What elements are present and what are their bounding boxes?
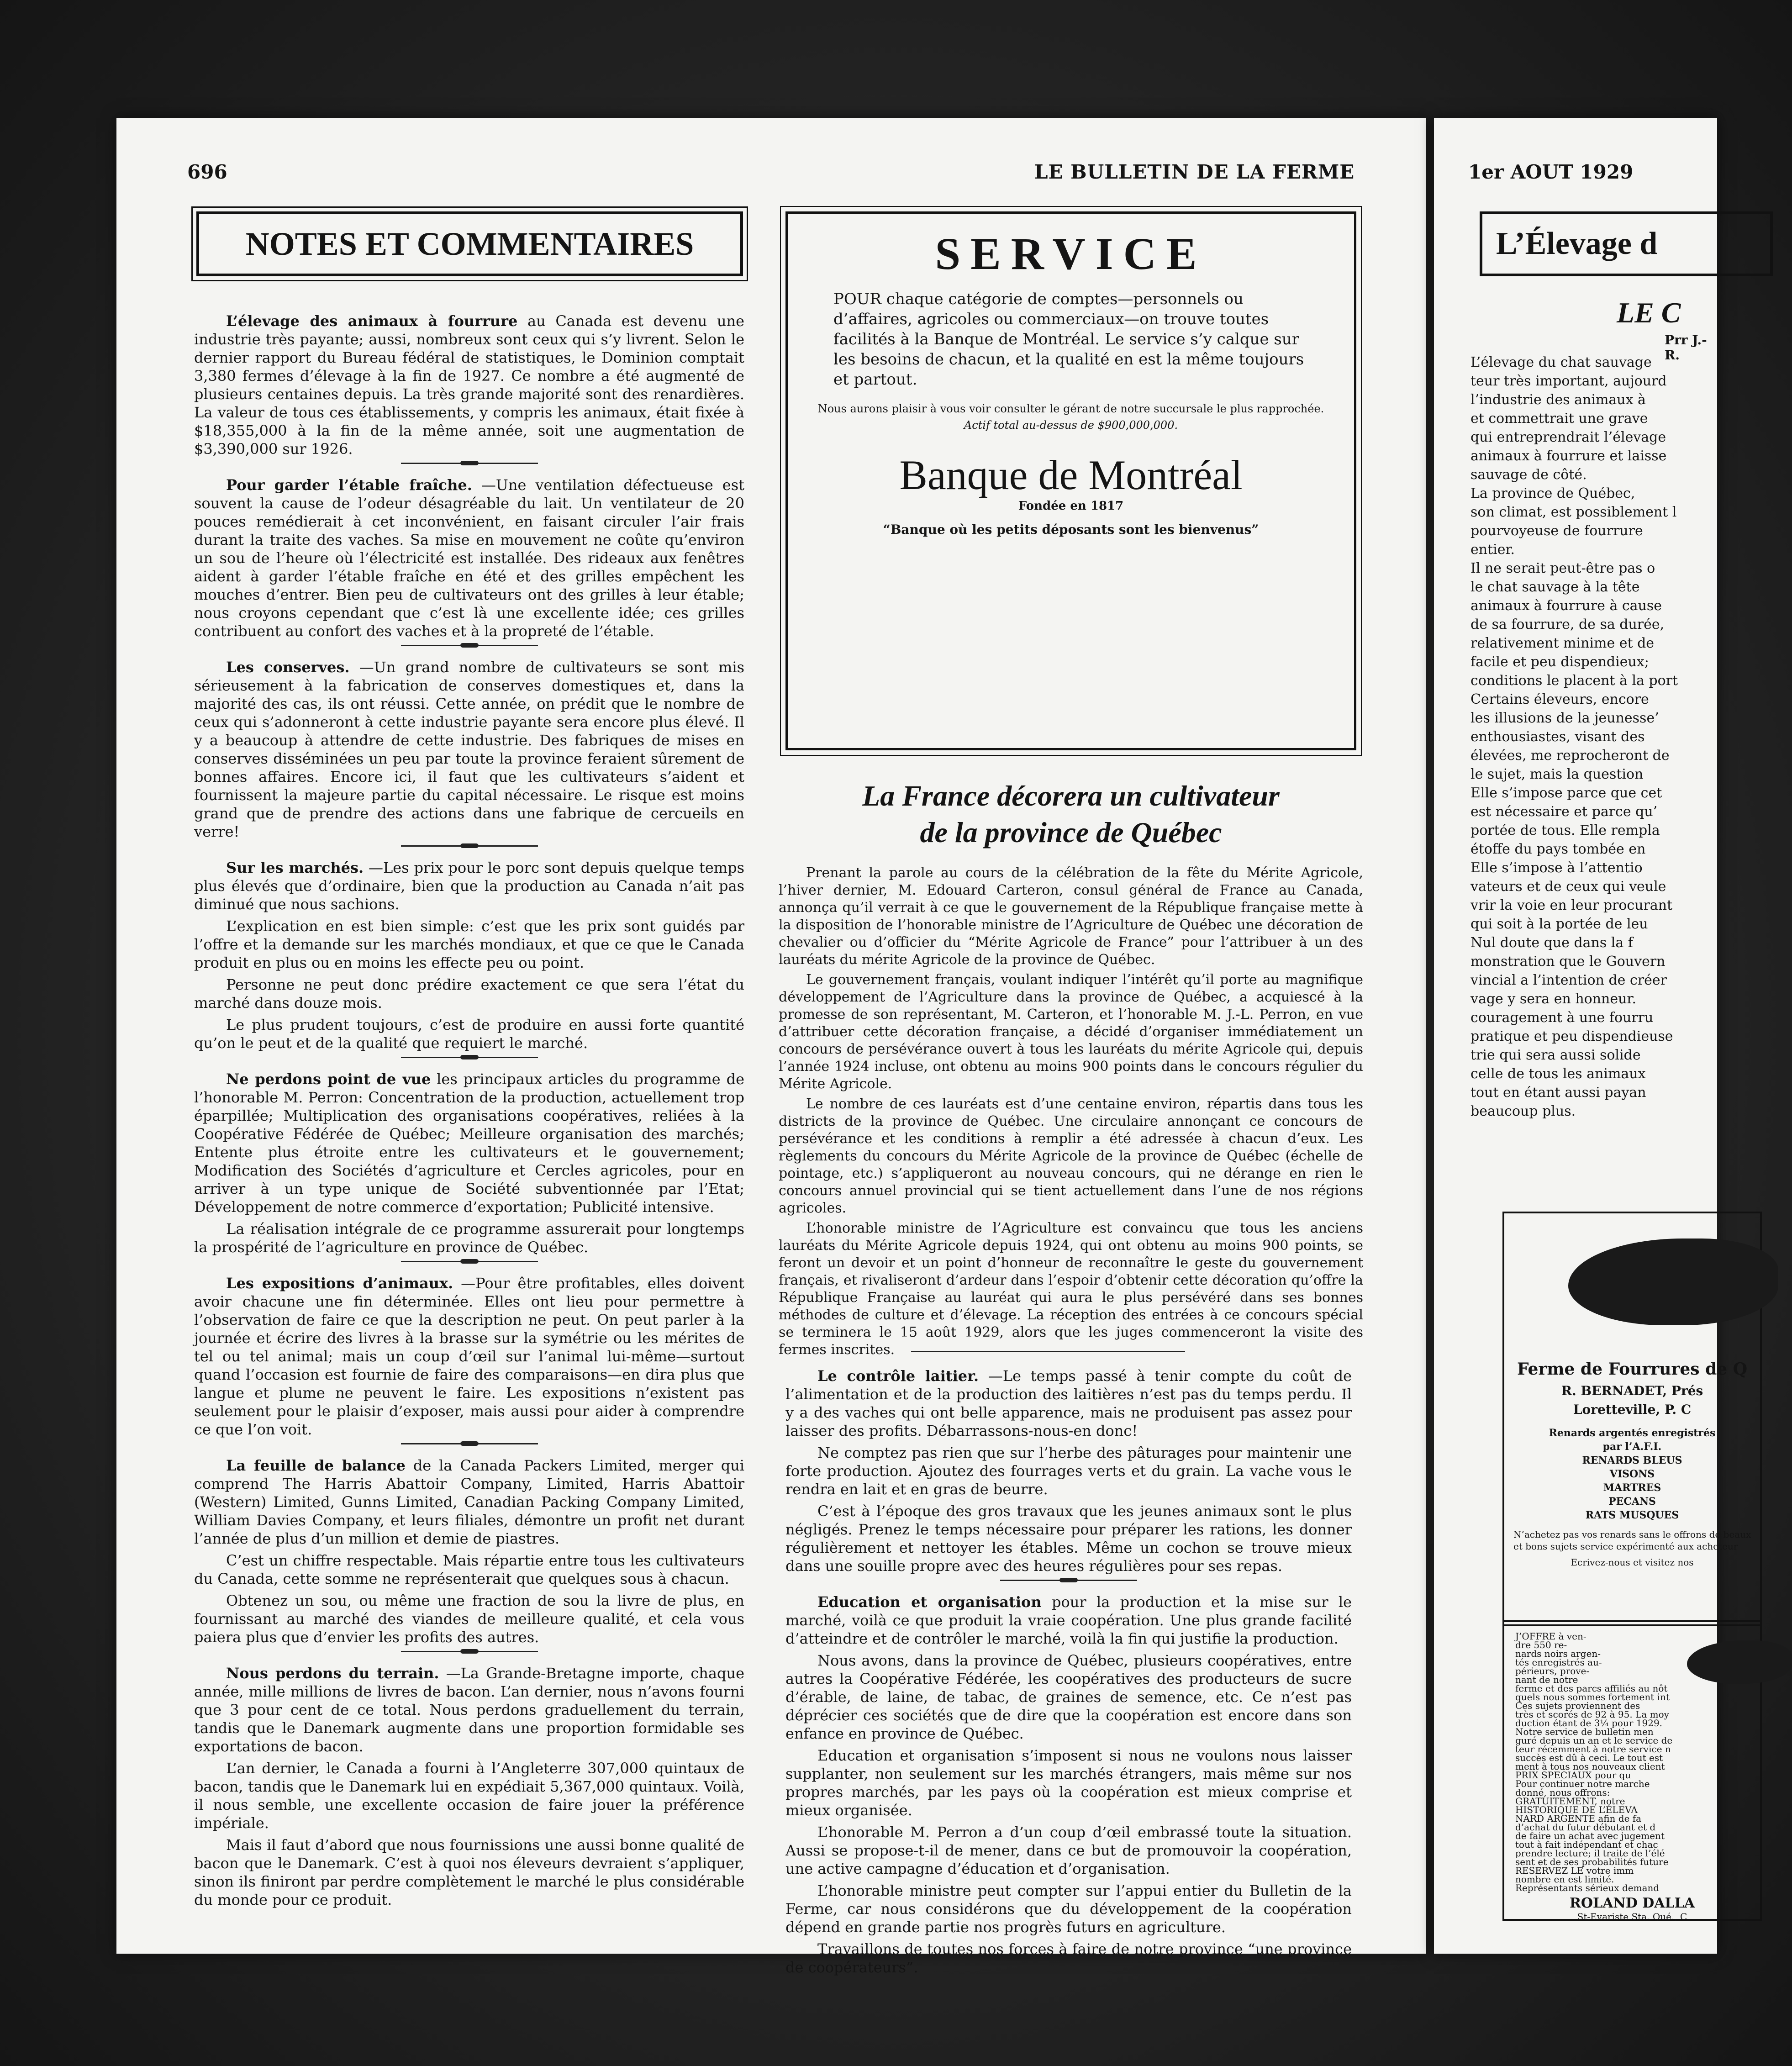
text-line: pourvoyeuse de fourrure xyxy=(1470,523,1643,539)
right-subtitle: LE C xyxy=(1617,296,1681,329)
text-line: guré depuis un an et le service de xyxy=(1515,1735,1673,1746)
paragraph-lead: Le contrôle laitier. xyxy=(817,1367,979,1385)
page-number: 696 xyxy=(187,161,227,183)
text-line: son climat, est possiblement l xyxy=(1470,504,1677,520)
ad-note: Nous aurons plaisir à vous voir consulter le gérant de notre succursale le plus rapprochée. xyxy=(817,402,1324,415)
article-paragraph xyxy=(785,1823,1352,1878)
text-line: l’industrie des animaux à xyxy=(1470,392,1646,408)
article-paragraph: Le nombre de ces lauréats est d’une centaine environ, répartis dans tous les districts de la province de Québec. Une circulaire annonçant ce concours de persévérance et les conditions à remplir a été adressée à chacun d’eux. Les règlements du concours du Mérite Agricole de la province de Québec (échelle de pointage, etc.) s’appliqueront au nouveau concours, qui ne dérange en rien le concours annuel provincial qui se tient actuellement dans l’une de nos régions agricoles. xyxy=(779,1096,1363,1216)
section-separator xyxy=(401,645,538,650)
paragraph-text: —Un grand nombre de cultivateurs se sont mis sérieusement à la fabrication de conserves domestiques et, dans la majorité des cas, ils ont réussi. Cette année, on prédit que le nombre de ceux qui s’adonneront à cette industrie payante sera encore plus élevé. Il y a beaucoup à attendre de cette industrie. Des fabriques de mises en conserves disséminées un peu par toute la province feraient sûrement de bonnes affaires. Encore ici, il faut que les cultivateurs s’aident et fournissent la majeure partie du capital nécessaire. Le risque est moins grand que de prendre des actions dans une fabrique de cercueils en verre! xyxy=(194,659,745,840)
text-line: dre 550 re- xyxy=(1515,1639,1567,1650)
ad-seller-name: ROLAND DALLA xyxy=(1569,1895,1695,1911)
bank-motto: “Banque où les petits déposants sont les bienvenus” xyxy=(883,522,1259,537)
paragraph-lead: Ne perdons point de vue xyxy=(226,1070,431,1088)
right-article-body xyxy=(1470,353,1726,1121)
text-line: élevées, me reprocheront de xyxy=(1470,748,1670,764)
newspaper-page-right xyxy=(1434,118,1751,1954)
article-paragraph: L’honorable ministre de l’Agriculture est convaincu que tous les anciens lauréats du Mérite Agricole depuis 1924, qui ont obtenu au moins 900 points, se feront un devoir et un point d’honneur de reconnaître le geste du gouvernement français, et rivaliseront d’ardeur dans l’espoir d’obtenir cette décoration qu’offre la République Française au lauréat qui aura le plus persévéré dans ses bonnes méthodes de culture et d’élevage. La réception des entrées à ce concours spécial se terminera le 15 août 1929, alors que les juges commenceront la visite des fermes inscrites. xyxy=(779,1220,1363,1358)
section-separator xyxy=(401,463,538,468)
text-line: HISTORIQUE DE L’ÉLEVA xyxy=(1515,1804,1638,1815)
text-line: qui entreprendrait l’élevage xyxy=(1470,429,1666,445)
ad-title: SERVICE xyxy=(935,228,1207,279)
paragraph-text: Nous avons, dans la province de Québec, plusieurs coopératives, entre autres la Coopérative Fédérée, les coopératives des producteurs de sucre d’érable, de laine, de tabac, de graines de semence, etc. Ce n’est pas déprécier ces sociétés que de dire que la coopération est encore dans son enfance en province de Québec. xyxy=(785,1652,1352,1742)
paragraph-text: au Canada est devenu une industrie très payante; aussi, nombreux sont ceux qui s’y livrent. Selon le dernier rapport du Bureau fédéral de statistiques, le Dominion comptait 3,380 fermes d’élevage à la fin de 1927. Ce nombre a été augmenté de plusieurs centaines depuis. La très grande majorité sont des renardières. La valeur de tous ces établissements, y compris les animaux, était fixée à $18,355,000 à la fin de la même année, soit une augmentation de $3,390,000 sur 1926. xyxy=(194,312,745,458)
text-line: est nécessaire et parce qu’ xyxy=(1470,804,1658,820)
text-line: par l’A.F.I. xyxy=(1602,1441,1662,1453)
article-body xyxy=(779,864,1363,1359)
paragraph-text: Education et organisation s’imposent si nous ne voulons nous laisser supplanter, non seulement sur les marchés étrangers, mais même sur nos propres marchés, par les pays où la coopération est mieux comprise et mieux organisée. xyxy=(785,1747,1352,1819)
article-paragraph xyxy=(785,1882,1352,1936)
fur-farm-contact: Ecrivez-nous et visitez nos xyxy=(1571,1557,1694,1568)
article-title-line-1: La France décorera un cultivateur xyxy=(862,780,1280,812)
text-line: animaux à fourrure à cause xyxy=(1470,598,1662,614)
text-line: nombre en est limité. xyxy=(1515,1874,1614,1885)
paragraph-text: Obtenez un sou, ou même une fraction de sou la livre de plus, en fournissant au marché des viandes de meilleure qualité, et cela vous paiera plus que d’envier les profits des autres. xyxy=(194,1592,744,1646)
article-paragraph xyxy=(194,1759,744,1832)
paragraph-text: L’honorable ministre peut compter sur l’appui entier du Bulletin de la Ferme, car nous considérons que du développement de la coopération dépend en grande partie nos progrès futurs en agriculture. xyxy=(785,1882,1352,1936)
divider xyxy=(911,1351,1185,1352)
right-byline: Prr J.-R. xyxy=(1665,332,1707,363)
text-line: périeurs, prove- xyxy=(1515,1665,1590,1676)
text-line: Elle s’impose à l’attentio xyxy=(1470,860,1643,876)
silver-fox-ad xyxy=(1502,1620,1762,1921)
article-paragraph xyxy=(785,1367,1352,1440)
text-line: Elle s’impose parce que cet xyxy=(1470,785,1662,801)
article-paragraph xyxy=(194,975,744,1012)
text-line: celle de tous les animaux xyxy=(1470,1066,1646,1082)
text-line: les illusions de la jeunesse’ xyxy=(1470,710,1659,726)
fur-farm-footer: N’achetez pas vos renards sans le offrons de beaux et bons sujets service expérimenté aux acheteur xyxy=(1513,1529,1751,1552)
text-line: beaucoup plus. xyxy=(1470,1103,1576,1119)
ad-assets: Actif total au-dessus de $900,000,000. xyxy=(964,419,1178,432)
text-line: d’achat du futur débutant et d xyxy=(1515,1822,1656,1833)
text-line: nant de notre xyxy=(1515,1674,1578,1685)
text-line: de faire un achat avec jugement xyxy=(1515,1830,1665,1841)
text-line: J’OFFRE à ven- xyxy=(1515,1631,1586,1642)
fur-farm-items xyxy=(1504,1426,1760,1522)
paragraph-lead: Les conserves. xyxy=(226,659,350,676)
text-line: Représentants sérieux demand xyxy=(1515,1882,1660,1893)
text-line: RENARDS BLEUS xyxy=(1582,1455,1682,1466)
fox-illustration xyxy=(1568,1239,1778,1325)
ad-body: POUR chaque catégorie de comptes—personnels ou d’affaires, agricoles ou commerciaux—on trouve toutes facilités à la Banque de Montréal. Le service s’y calque sur les besoins de chacun, et la qualité en est la même toujours et partout. xyxy=(833,290,1304,389)
text-line: vincial a l’intention de créer xyxy=(1470,972,1667,988)
text-line: facile et peu dispendieux; xyxy=(1470,654,1649,670)
paragraph-text: C’est à l’époque des gros travaux que les jeunes animaux sont le plus négligés. Prenez le temps nécessaire pour préparer les rations, les donner régulièrement et nettoyer les étables. Même un cochon se trouve mieux dans une souille propre avec des heures régulières pour ses repas. xyxy=(785,1502,1352,1575)
text-line: trie qui sera aussi solide xyxy=(1470,1047,1641,1063)
bank-name: Banque de Montréal xyxy=(899,452,1243,498)
text-line: Ces sujets proviennent des xyxy=(1515,1700,1640,1711)
fur-farm-owner: R. BERNADET, Prés xyxy=(1561,1383,1703,1398)
paragraph-lead: Les expositions d’animaux. xyxy=(226,1275,453,1292)
section-separator xyxy=(401,1261,538,1266)
text-line: ferme et des parcs affiliés au nôt xyxy=(1515,1683,1668,1694)
article-paragraph xyxy=(194,1070,744,1216)
text-line: sauvage de côté. xyxy=(1470,467,1587,483)
paragraph-text: Ne comptez pas rien que sur l’herbe des pâturages pour maintenir une forte production. Ajoutez des fourrages verts et du grain. La vache vous le rendra en lait et en gras de beurre. xyxy=(785,1444,1352,1498)
text-line: tout en étant aussi payan xyxy=(1470,1085,1646,1101)
paragraph-text: L’an dernier, le Canada a fourni à l’Angleterre 307,000 quintaux de bacon, tandis que le Danemark lui en expédiait 5,367,000 quintaux. Voilà, il nous semble, une excellente occasion de faire jouer la préférence impériale. xyxy=(194,1760,744,1832)
text-line: RESERVEZ LE votre imm xyxy=(1515,1865,1634,1876)
paragraph-text: —Pour être profitables, elles doivent avoir chacune une fin déterminée. Elles ont lieu pour permettre à l’observation de faire ce que la description ne peut. On peut parler à la journée et écrire des livres à la brasse sur la symétrie ou les mérites de tel ou tel animal; mais un coup d’œil sur l’animal lui-même—surtout quand l’occasion est fournie de faire des comparaisons—en dira plus que langue et plume ne peuvent le faire. Les expositions n’existent pas seulement pour le plaisir d’exposer, mais aussi pour aider à comprendre ce que l’on voit. xyxy=(194,1275,745,1438)
text-line: donné, nous offrons: xyxy=(1515,1787,1610,1798)
fur-farm-title: Ferme de Fourrures de Q xyxy=(1517,1360,1748,1379)
text-line: étoffe du pays tombée en xyxy=(1470,841,1646,857)
text-line: teur récemment à notre service n xyxy=(1515,1744,1671,1755)
text-line: qui soit à la portée de leu xyxy=(1470,916,1648,932)
article-paragraph xyxy=(785,1651,1352,1743)
text-line: GRATUITEMENT, notre xyxy=(1515,1796,1625,1807)
text-line: le chat sauvage à la tête xyxy=(1470,579,1640,595)
text-line: Renards argentés enregistrés xyxy=(1549,1427,1716,1439)
paragraph-text: —Une ventilation défectueuse est souvent la cause de l’odeur désagréable du lait. Un ventilateur de 20 pouces remédierait à cet inconvénient, en faisant circuler l’air frais durant la traite des vaches. Sa mise en mouvement ne coûte qu’environ un sou de l’heure où l’électricité est installée. Des rideaux aux fenêtres aident à garder l’étable fraîche en été et des grilles empêchent les mouches d’entrer. Bien peu de cultivateurs ont des grilles à leur étable; nous croyons cependant que c’est là une excellente idée; ces grilles contribuent au confort des vaches et à la propreté de l’étable. xyxy=(194,476,745,640)
paragraph-text: pour la production et la mise sur le marché, voilà ce que produit la vraie coopération. Une plus grande facilité d’atteindre et de contrôler le marché, voilà la fin qui justifie la production. xyxy=(785,1593,1352,1647)
text-line: entier. xyxy=(1470,542,1515,558)
article-paragraph xyxy=(194,859,744,913)
paragraph-text: —Le temps passé à tenir compte du coût de l’alimentation et de la production des laitières n’est pas du temps perdu. Il y a des vaches qui ont belle apparence, mais ne produisent pas assez pour laisser des profits. Débarrassons-nous-en donc! xyxy=(785,1367,1352,1439)
article-paragraph xyxy=(194,1551,744,1588)
notes-column xyxy=(194,312,744,1913)
paragraph-text: L’honorable M. Perron a d’un coup d’œil embrassé toute la situation. Aussi se propose-t-il de mener, dans ce but de promouvoir la coopération, une active campagne d’éducation et d’organisation. xyxy=(785,1824,1352,1877)
text-line: pratique et peu dispendieuse xyxy=(1470,1028,1673,1044)
paragraph-text: La réalisation intégrale de ce programme assurerait pour longtemps la prospérité de l’agriculture en province de Québec. xyxy=(194,1220,744,1256)
article-paragraph xyxy=(194,1220,744,1256)
text-line: enthousiastes, visant des xyxy=(1470,729,1645,745)
text-line: MARTRES xyxy=(1603,1482,1661,1494)
article-paragraph xyxy=(785,1444,1352,1498)
text-line: L’élevage du chat sauvage xyxy=(1470,354,1652,370)
text-line: relativement minime et de xyxy=(1470,635,1655,651)
paragraph-text: —Les prix pour le porc sont depuis quelque temps plus élevés que d’ordinaire, bien que la production au Canada n’ait pas diminué que nous sachions. xyxy=(194,859,745,913)
text-line: couragement à une fourru xyxy=(1470,1010,1654,1026)
text-line: nards noirs argen- xyxy=(1515,1648,1601,1659)
text-line: succès est dû à ceci. Le tout est xyxy=(1515,1752,1663,1763)
article-paragraph xyxy=(194,1274,744,1439)
dairy-cooperation-column xyxy=(785,1367,1352,1980)
section-separator xyxy=(401,1057,538,1062)
fur-farm-town: Loretteville, P. C xyxy=(1573,1402,1692,1417)
text-line: le sujet, mais la question xyxy=(1470,766,1644,782)
article-paragraph xyxy=(194,1592,744,1646)
text-line: portée de tous. Elle rempla xyxy=(1470,822,1660,838)
text-line: Nul doute que dans la f xyxy=(1470,935,1633,951)
text-line: Pour continuer notre marche xyxy=(1515,1778,1650,1789)
paragraph-text: —La Grande-Bretagne importe, chaque année, mille millions de livres de bacon. L’an dernier, nous n’avons fourni que 3 pour cent de ce total. Nous perdons graduellement du terrain, tandis que le Danemark augmente dans une proportion formidable ses exportations de bacon. xyxy=(194,1665,744,1755)
text-line: conditions le placent à la port xyxy=(1470,673,1678,689)
paragraph-text: Le plus prudent toujours, c’est de produire en aussi forte quantité qu’on le peut et de la qualité que requiert le marché. xyxy=(194,1016,744,1052)
france-article xyxy=(779,778,1363,1361)
right-page-date: 1er AOUT 1929 xyxy=(1468,161,1634,183)
publication-header: LE BULLETIN DE LA FERME xyxy=(1034,161,1355,183)
paragraph-text: Mais il faut d’abord que nous fournissions une aussi bonne qualité de bacon que le Danemark. C’est à quoi nos éleveurs devraient s’appliquer, sinon ils finiront par perdre complètement le marché le plus considérable du monde pour ce produit. xyxy=(194,1836,744,1908)
paragraph-text: les principaux articles du programme de l’honorable M. Perron: Concentration de la production, actuellement trop éparpillée; Multiplication des organisations coopératives, reliées à la Coopérative Fédérée de Québec; Meilleure organisation des marchés; Entente plus étroite entre les cultivateurs et le gouvernement; Modification des Sociétés d’agriculture et Cercles agricoles, pour en arriver à un type unique de Société subventionnée par l’Etat; Développement de notre commerce d’exportation; Publicité intensive. xyxy=(194,1070,745,1216)
text-line: ment à tous nos nouveaux client xyxy=(1515,1761,1665,1772)
text-line: PECANS xyxy=(1608,1496,1656,1507)
paragraph-text: C’est un chiffre respectable. Mais répartie entre tous les cultivateurs du Canada, cette somme ne représenterait que quelques sous à chacun. xyxy=(194,1552,744,1587)
right-section-title: L’Élevage d xyxy=(1480,211,1773,276)
article-paragraph xyxy=(194,917,744,972)
text-line: duction étant de 3¼ pour 1929. xyxy=(1515,1718,1663,1729)
section-separator xyxy=(401,845,538,850)
text-line: Notre service de bulletin men xyxy=(1515,1726,1654,1737)
paragraph-lead: Nous perdons du terrain. xyxy=(226,1665,439,1682)
bank-advertisement xyxy=(785,211,1356,750)
ad-seller-address: St-Evariste Sta. Qué., C xyxy=(1577,1911,1687,1922)
text-line: RATS MUSQUES xyxy=(1585,1509,1679,1521)
article-paragraph xyxy=(785,1502,1352,1575)
text-line: PRIX SPECIAUX pour qu xyxy=(1515,1770,1631,1781)
text-line: VISONS xyxy=(1609,1468,1655,1480)
text-line: La province de Québec, xyxy=(1470,485,1635,501)
section-title: NOTES ET COMMENTAIRES xyxy=(196,211,743,276)
paragraph-text: de la Canada Packers Limited, merger qui comprend The Harris Abattoir Company, Limited, Harris Abattoir (Western) Limited, Gunns Limited, Canadian Packing Company Limited, William Davies Company, et leurs filiales, démontre un profit net durant l’année de plus d’un million et demie de piastres. xyxy=(194,1457,745,1547)
text-line: Certains éleveurs, encore xyxy=(1470,691,1649,707)
paragraph-text: L’explication en est bien simple: c’est que les prix sont guidés par l’offre et la demande sur les marchés mondiaux, et que ce que le Canada produit en plus ou en moins les effecte peu ou point. xyxy=(194,917,744,971)
article-paragraph xyxy=(194,476,744,640)
text-line: et commettrait une grave xyxy=(1470,411,1648,427)
text-line: vateurs et de ceux qui veule xyxy=(1470,879,1666,895)
article-paragraph xyxy=(194,1016,744,1052)
section-separator xyxy=(401,1443,538,1448)
paragraph-lead: Sur les marchés. xyxy=(226,859,364,876)
text-line: vrir la voie en leur procurant xyxy=(1470,897,1673,913)
text-line: prendre lecture; il traite de l’élé xyxy=(1515,1848,1665,1859)
article-paragraph xyxy=(194,658,744,841)
paragraph-text: Personne ne peut donc prédire exactement ce que sera l’état du marché dans douze mois. xyxy=(194,976,744,1012)
article-paragraph xyxy=(785,1746,1352,1819)
text-line: NARD ARGENTE afin de fa xyxy=(1515,1813,1642,1824)
section-separator xyxy=(401,1651,538,1656)
article-paragraph xyxy=(194,1664,744,1755)
article-paragraph xyxy=(194,1456,744,1548)
article-paragraph: Le gouvernement français, voulant indiquer l’intérêt qu’il porte au magnifique développement de l’Agriculture dans la province de Québec, a acquiescé à la promesse de son représentant, M. Carteron, et l’honorable M. J.-L. Perron, en vue d’attribuer cette décoration française, a décidé d’organiser immédiatement un concours de persévérance ouvert à tous les lauréats du mérite Agricole qui, depuis l’année 1924 incluse, ont obtenu au moins 900 points dans le concours régulier du Mérite Agricole. xyxy=(779,972,1363,1092)
article-paragraph: Prenant la parole au cours de la célébration de la fête du Mérite Agricole, l’hiver dernier, M. Edouard Carteron, consul général de France au Canada, annonça qu’il verrait à ce que le gouvernement de la République française mette à la disposition de l’honorable ministre de l’Agriculture de Québec une décoration de chevalier ou d’officier du “Mérite Agricole de France” pour l’attribuer à un des lauréats du mérite Agricole de la province de Québec. xyxy=(779,865,1363,968)
text-line: monstration que le Gouvern xyxy=(1470,954,1666,970)
text-line: tout à fait indépendant et chac xyxy=(1515,1839,1658,1850)
text-line: sent et de ses probabilités future xyxy=(1515,1856,1669,1867)
text-line: quels nous sommes fortement int xyxy=(1515,1692,1670,1702)
text-line: très et scorés de 92 à 95. La moy xyxy=(1515,1709,1669,1720)
article-paragraph xyxy=(194,1836,744,1909)
article-paragraph xyxy=(194,312,744,458)
paragraph-lead: L’élevage des animaux à fourrure xyxy=(226,312,518,330)
article-title-line-2: de la province de Québec xyxy=(920,816,1222,849)
text-line: Il ne serait peut-être pas o xyxy=(1470,560,1655,576)
text-line: tés enregistrés au- xyxy=(1515,1657,1602,1668)
text-line: animaux à fourrure et laisse xyxy=(1470,448,1667,464)
text-line: teur très important, aujourd xyxy=(1470,373,1667,389)
section-separator xyxy=(1000,1580,1137,1585)
text-line: de sa fourrure, de sa durée, xyxy=(1470,617,1665,632)
paragraph-text: Travaillons de toutes nos forces à faire de notre province “une province de coopérateurs”. xyxy=(785,1940,1352,1976)
article-paragraph xyxy=(785,1593,1352,1648)
text-line: vage y sera en honneur. xyxy=(1470,991,1637,1007)
paragraph-lead: Pour garder l’étable fraîche. xyxy=(226,476,472,494)
fur-farm-ad xyxy=(1502,1212,1762,1626)
paragraph-lead: Education et organisation xyxy=(817,1593,1042,1611)
newspaper-page-left xyxy=(116,118,1426,1976)
bank-founded: Fondée en 1817 xyxy=(1018,499,1124,513)
article-paragraph xyxy=(785,1940,1352,1976)
paragraph-lead: La feuille de balance xyxy=(226,1457,406,1474)
